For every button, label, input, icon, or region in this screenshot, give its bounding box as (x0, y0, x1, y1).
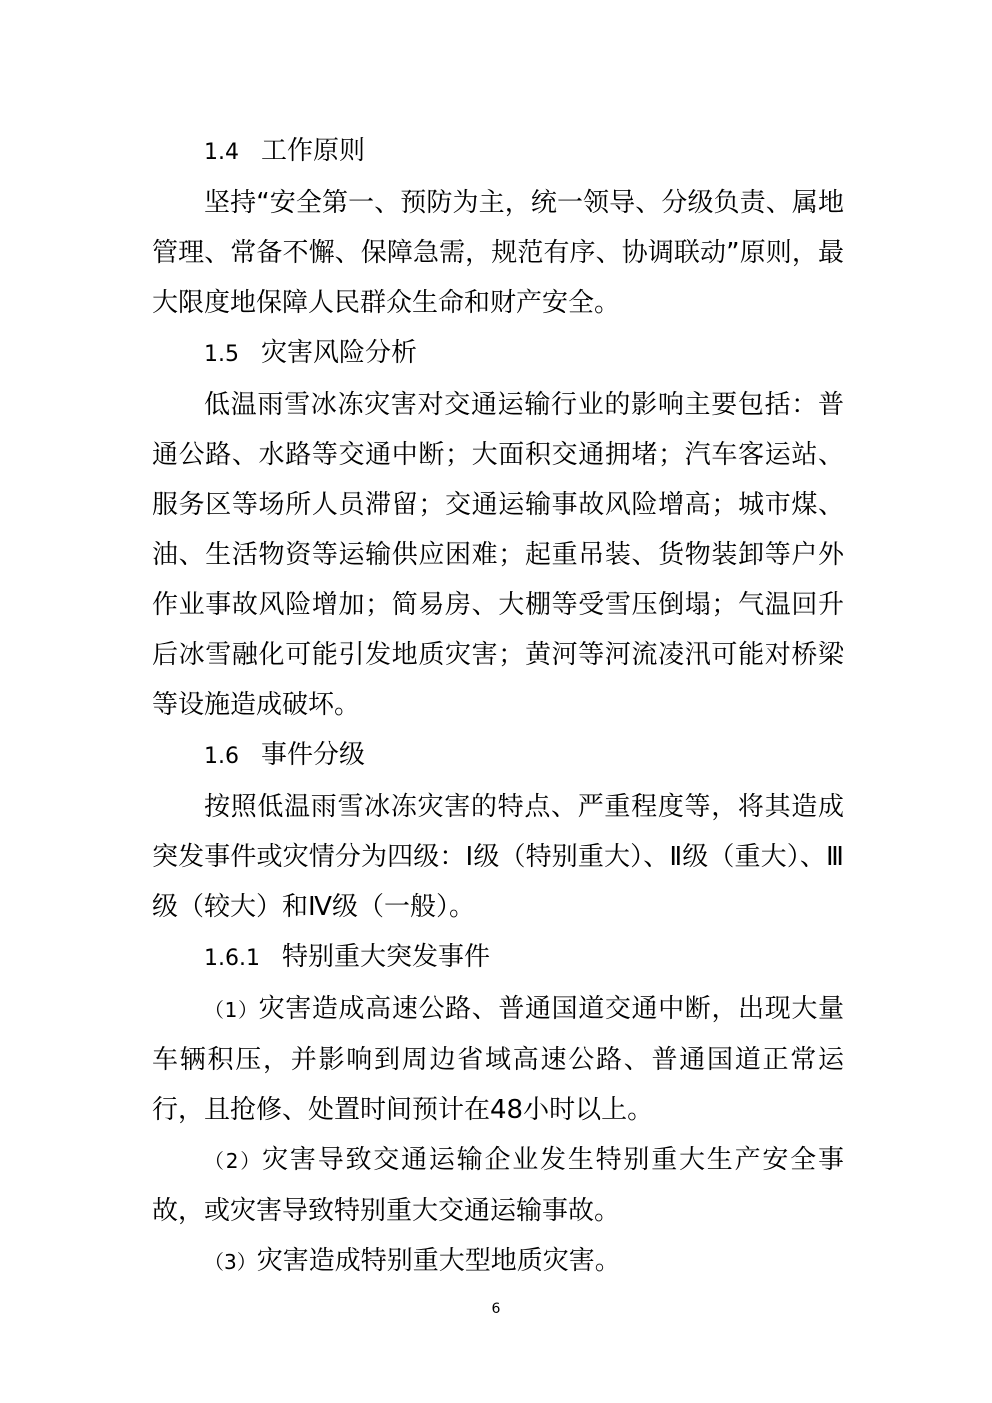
section-number: 1.5 (204, 342, 239, 367)
paragraph: 按照低温雨雪冰冻灾害的特点、严重程度等，将其造成突发事件或灾情分为四级：Ⅰ级（特别重大）、Ⅱ级（重大）、Ⅲ级（较大）和Ⅳ级（一般）。 (152, 792, 844, 922)
section-title: 工作原则 (261, 136, 366, 166)
item-text: 灾害导致交通运输企业发生特别重大生产安全事故，或灾害导致特别重大交通运输事故。 (152, 1145, 844, 1226)
item-number: （3） (204, 1250, 257, 1274)
item-number: （2） (204, 1149, 263, 1173)
section-number: 1.4 (204, 140, 239, 165)
section-number: 1.6.1 (204, 946, 260, 971)
section-heading (152, 328, 844, 380)
item-text: 灾害造成特别重大型地质灾害。 (256, 1246, 621, 1276)
list-paragraph (152, 984, 844, 1135)
section-heading (152, 730, 844, 782)
section-heading (152, 126, 844, 178)
paragraph: 低温雨雪冰冻灾害对交通运输行业的影响主要包括：普通公路、水路等交通中断；大面积交通拥堵；汽车客运站、服务区等场所人员滞留；交通运输事故风险增高；城市煤、油、生活物资等运输供应困难；起重吊装、货物装卸等户外作业事故风险增加；简易房、大棚等受雪压倒塌；气温回升后冰雪融化可能引发地质灾害；黄河等河流凌汛可能对桥梁等设施造成破坏。 (152, 390, 844, 720)
list-paragraph (152, 1236, 844, 1287)
item-text: 灾害造成高速公路、普通国道交通中断，出现大量车辆积压，并影响到周边省域高速公路、普通国道正常运行，且抢修、处置时间预计在48小时以上。 (152, 994, 844, 1125)
section-title: 事件分级 (261, 740, 366, 770)
page-number: 6 (491, 1301, 501, 1317)
document-body (152, 126, 844, 1287)
section-title: 特别重大突发事件 (281, 942, 490, 972)
list-paragraph (152, 1135, 844, 1236)
item-number: （1） (204, 998, 259, 1022)
paragraph: 坚持“安全第一、预防为主，统一领导、分级负责、属地管理、常备不懈、保障急需，规范有序、协调联动”原则，最大限度地保障人民群众生命和财产安全。 (152, 188, 844, 318)
section-title: 灾害风险分析 (261, 338, 418, 368)
section-heading (152, 932, 844, 984)
section-number: 1.6 (204, 744, 239, 769)
